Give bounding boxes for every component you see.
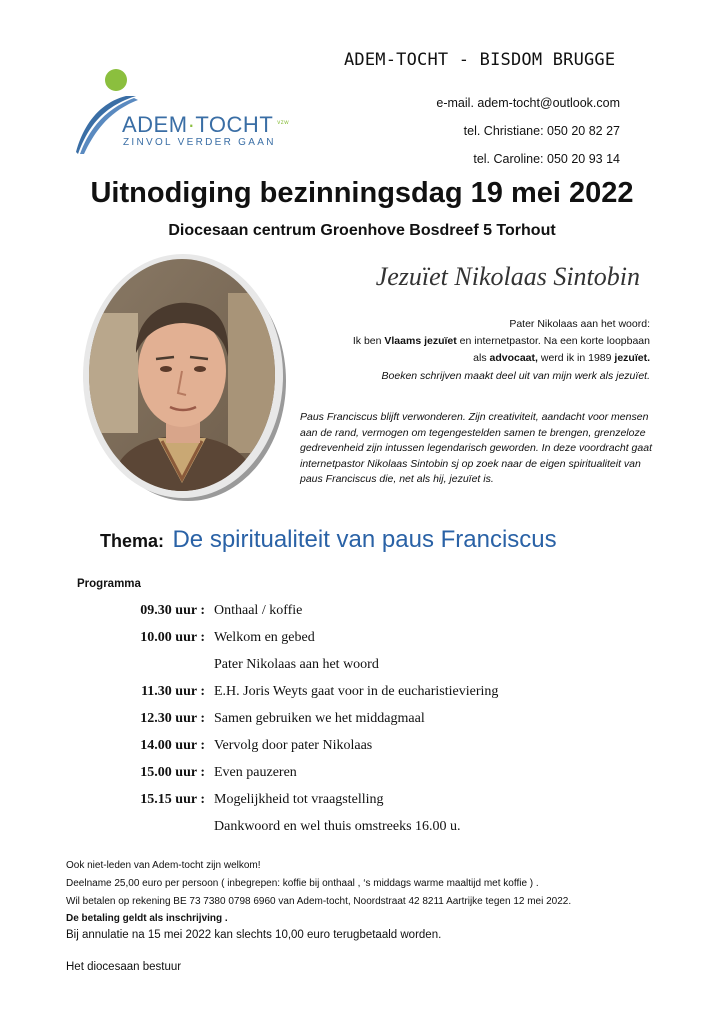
program-time: 12.30 uur : (140, 711, 205, 726)
bio-line-2: Ik ben Vlaams jezuïet en internetpastor. Na een korte loopbaan (352, 335, 650, 347)
theme-line (100, 526, 557, 554)
program-heading: Programma (77, 578, 141, 590)
footer-cancellation: Bij annulatie na 15 mei 2022 kan slechts 10,00 euro terugbetaald worden. (66, 929, 442, 941)
theme-value: De spiritualiteit van paus Franciscus (172, 526, 557, 553)
logo-wordmark: ADEM·TOCHT $^{vzw}$ (122, 112, 290, 137)
bio-line-1: Pater Nikolaas aan het woord: (509, 318, 650, 330)
contact-phone-christiane: tel. Christiane: 050 20 82 27 (463, 124, 620, 138)
bio-line-4: Boeken schrijven maakt deel uit van mijn werk als jezuïet. (381, 370, 650, 382)
program-row (0, 765, 724, 789)
program-time: 09.30 uur : (140, 603, 205, 618)
footer-registration-note: De betaling geldt als inschrijving . (66, 913, 228, 924)
bio-line-3: als advocaat, werd ik in 1989 jezuïet. (473, 352, 650, 364)
footer-payment: Wil betalen op rekening BE 73 7380 0798 6960 van Adem-tocht, Noordstraat 42 8211 Aartrijke tegen 12 mei 2022. (66, 896, 572, 907)
speaker-portrait (78, 253, 292, 507)
logo-tagline: ZINVOL VERDER GAAN (123, 137, 276, 148)
footer-price: Deelname 25,00 euro per persoon ( inbegrepen: koffie bij onthaal , ‘s middags warme maaltijd met koffie ) . (66, 878, 539, 889)
program-activity: Vervolg door pater Nikolaas (214, 738, 373, 753)
program-activity: Even pauzeren (214, 765, 297, 780)
program-activity: E.H. Joris Weyts gaat voor in de eucharistieviering (214, 684, 499, 699)
speaker-name: Jezuïet Nikolaas Sintobin (375, 262, 640, 291)
contact-email: e-mail. adem-tocht@outlook.com (436, 96, 620, 110)
program-activity: Mogelijkheid tot vraagstelling (214, 792, 384, 807)
program-activity: Onthaal / koffie (214, 603, 303, 618)
theme-label: Thema: (100, 531, 165, 551)
page-title: Uitnodiging bezinningsdag 19 mei 2022 (90, 177, 634, 209)
footer-signature: Het diocesaan bestuur (66, 961, 182, 973)
program-activity: Pater Nikolaas aan het woord (214, 657, 379, 672)
program-time: 11.30 uur : (141, 684, 205, 699)
program-activity: Dankwoord en wel thuis omstreeks 16.00 u. (214, 819, 461, 834)
program-row (0, 603, 724, 627)
footer-welcome: Ook niet-leden van Adem-tocht zijn welkom! (66, 860, 261, 871)
location-subtitle: Diocesaan centrum Groenhove Bosdreef 5 Torhout (168, 222, 556, 239)
program-activity: Welkom en gebed (214, 630, 315, 645)
program-activity: Samen gebruiken we het middagmaal (214, 711, 425, 726)
program-time: 15.15 uur : (140, 792, 205, 807)
program-time: 15.00 uur : (140, 765, 205, 780)
program-row (0, 711, 724, 735)
program-time: 14.00 uur : (140, 738, 205, 753)
program-time: 10.00 uur : (140, 630, 205, 645)
organization-title: ADEM-TOCHT - BISDOM BRUGGE (344, 50, 616, 70)
contact-phone-caroline: tel. Caroline: 050 20 93 14 (473, 152, 620, 166)
program-row (0, 684, 724, 708)
program-row (0, 630, 724, 654)
program-row (0, 792, 724, 816)
program-row (0, 738, 724, 762)
talk-description: Paus Franciscus blijft verwonderen. Zijn creativiteit, aandacht voor mensen aan de rand, vermogen om tegengestelden samen te brengen, grenzeloze gedrevenheid zijn intussen legendarisch geworden. In deze voordracht gaat internetpastor Nikolaas Sintobin sj op zoek naar de eigen spiritualiteit van paus Franciscus die, net als hij, jezuïet is. (300, 411, 652, 485)
program-row (0, 819, 724, 843)
program-row (0, 657, 724, 681)
